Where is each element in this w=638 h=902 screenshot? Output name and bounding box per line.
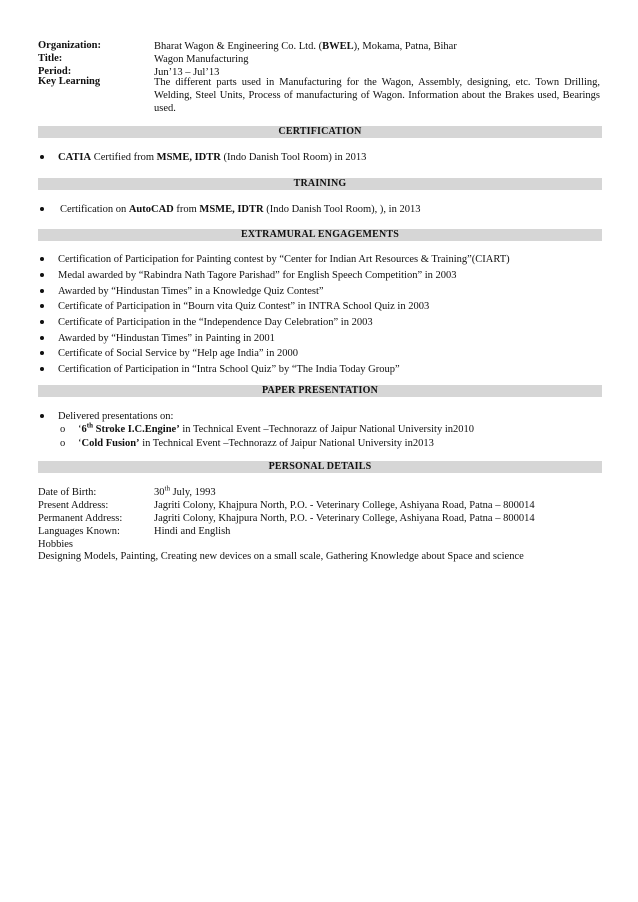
paper-sub-item-post: in Technical Event –Technorazz of Jaipur National University in2010 bbox=[179, 424, 475, 435]
extramural-item-text: Certificate of Social Service by “Help age India” in 2000 bbox=[58, 348, 298, 359]
title-value: Wagon Manufacturing bbox=[154, 54, 249, 65]
extramural-item bbox=[38, 284, 602, 299]
paper-heading: PAPER PRESENTATION bbox=[38, 385, 602, 397]
training-institute: MSME, IDTR bbox=[199, 204, 264, 215]
training-item bbox=[38, 202, 602, 217]
bullet-icon bbox=[40, 320, 44, 324]
organization-value-pre: Bharat Wagon & Engineering Co. Ltd. ( bbox=[154, 41, 323, 52]
languages-value: Hindi and English bbox=[154, 526, 231, 537]
title-row bbox=[38, 53, 602, 66]
permanent-address-row bbox=[38, 512, 602, 525]
key-learning-value: The different parts used in Manufacturing for the Wagon, Assembly, designing, etc. Town Drilling, Welding, Steel Units, Process of manufacturing of Wagon. Information about the Brakes used, Bearings used. bbox=[154, 77, 600, 114]
period-label: Period: bbox=[38, 66, 72, 77]
bullet-icon bbox=[40, 367, 44, 371]
languages-label: Languages Known: bbox=[38, 526, 120, 537]
extramural-item-text: Certificate of Participation in “Bourn vita Quiz Contest” in INTRA School Quiz in 2003 bbox=[58, 301, 430, 312]
bullet-icon bbox=[40, 273, 44, 277]
period-value: Jun’13 – Jul’13 bbox=[154, 67, 220, 78]
paper-title-bold: Cold Fusion’ bbox=[81, 438, 140, 449]
extramural-item-text: Certification of Participation in “Intra School Quiz” by “The India Today Group” bbox=[58, 364, 400, 375]
bullet-icon bbox=[40, 289, 44, 293]
certification-item-mid: Certified from bbox=[91, 152, 157, 163]
paper-title-open-quote: ‘ bbox=[78, 424, 82, 435]
bullet-icon bbox=[40, 257, 44, 261]
sub-bullet-icon: o bbox=[60, 438, 66, 449]
extramural-item bbox=[38, 362, 602, 377]
paper-intro bbox=[38, 409, 602, 424]
hobbies-value: Designing Models, Painting, Creating new devices on a small scale, Gathering Knowledge about Space and science bbox=[38, 551, 524, 562]
bullet-icon bbox=[40, 304, 44, 308]
dob-day: 30 bbox=[154, 487, 165, 498]
extramural-item-text: Awarded by “Hindustan Times” in a Knowledge Quiz Contest” bbox=[58, 286, 324, 297]
dob-value bbox=[154, 486, 216, 499]
organization-value bbox=[154, 40, 600, 53]
extramural-item bbox=[38, 331, 602, 346]
paper-title-bold bbox=[81, 421, 180, 435]
extramural-item bbox=[38, 252, 602, 267]
sub-bullet-icon: o bbox=[60, 424, 66, 435]
training-item-pre: Certification on bbox=[60, 204, 129, 215]
training-item-post: (Indo Danish Tool Room), ), in 2013 bbox=[263, 204, 421, 215]
training-heading: TRAINING bbox=[38, 178, 602, 190]
bullet-icon bbox=[40, 207, 44, 211]
certification-tool: CATIA bbox=[58, 152, 92, 163]
bullet-icon bbox=[40, 414, 44, 418]
organization-value-abbr: BWEL bbox=[322, 41, 354, 52]
certification-item-post: (Indo Danish Tool Room) in 2013 bbox=[220, 152, 367, 163]
organization-label: Organization: bbox=[38, 40, 101, 51]
bullet-icon bbox=[40, 155, 44, 159]
training-tool: AutoCAD bbox=[128, 204, 174, 215]
extramural-item-text: Awarded by “Hindustan Times” in Painting in 2001 bbox=[58, 333, 275, 344]
certification-item bbox=[38, 150, 602, 165]
extramural-item bbox=[38, 268, 602, 283]
extramural-item-text: Medal awarded by “Rabindra Nath Tagore Parishad” for English Speech Competition” in 2003 bbox=[58, 270, 457, 281]
training-item-mid: from bbox=[173, 204, 200, 215]
extramural-heading: EXTRAMURAL ENGAGEMENTS bbox=[38, 229, 602, 241]
certification-item-text bbox=[58, 150, 366, 165]
dob-suffix: th bbox=[164, 484, 170, 493]
certification-institute: MSME, IDTR bbox=[156, 152, 221, 163]
present-address-row bbox=[38, 499, 602, 512]
present-address-value: Jagriti Colony, Khajpura North, P.O. - Veterinary College, Ashiyana Road, Patna – 800014 bbox=[154, 500, 535, 511]
hobbies-label: Hobbies bbox=[38, 539, 73, 550]
present-address-label: Present Address: bbox=[38, 500, 109, 511]
training-item-text bbox=[60, 202, 420, 217]
paper-sub-item-text bbox=[78, 437, 434, 451]
paper-sub-item-post: in Technical Event –Technorazz of Jaipur National University in2013 bbox=[139, 438, 434, 449]
paper-title-suffix: th bbox=[86, 421, 93, 430]
title-label: Title: bbox=[38, 53, 63, 64]
extramural-item-text: Certification of Participation for Painting contest by “Center for Indian Art Resources & Training”(CIART) bbox=[58, 254, 510, 265]
certification-heading: CERTIFICATION bbox=[38, 126, 602, 138]
dob-row bbox=[38, 486, 602, 499]
paper-title-name: Stroke I.C.Engine’ bbox=[92, 424, 180, 435]
key-learning-row bbox=[38, 76, 602, 116]
dob-rest: July, 1993 bbox=[169, 487, 216, 498]
languages-row bbox=[38, 525, 602, 538]
extramural-item-text: Certificate of Participation in the “Independence Day Celebration” in 2003 bbox=[58, 317, 373, 328]
permanent-address-label: Permanent Address: bbox=[38, 513, 123, 524]
extramural-item bbox=[38, 315, 602, 330]
permanent-address-value: Jagriti Colony, Khajpura North, P.O. - Veterinary College, Ashiyana Road, Patna – 800014 bbox=[154, 513, 535, 524]
extramural-item bbox=[38, 346, 602, 361]
bullet-icon bbox=[40, 351, 44, 355]
extramural-item bbox=[38, 299, 602, 314]
dob-label: Date of Birth: bbox=[38, 487, 97, 498]
key-learning-label: Key Learning bbox=[38, 76, 101, 87]
paper-title-open-quote: ‘ bbox=[78, 438, 82, 449]
paper-intro-text: Delivered presentations on: bbox=[58, 411, 174, 422]
paper-sub-item-text bbox=[78, 423, 474, 437]
bullet-icon bbox=[40, 336, 44, 340]
paper-title-number: 6 bbox=[81, 424, 87, 435]
organization-value-post: ), Mokama, Patna, Bihar bbox=[353, 41, 457, 52]
personal-heading: PERSONAL DETAILS bbox=[38, 461, 602, 473]
organization-row bbox=[38, 40, 602, 53]
